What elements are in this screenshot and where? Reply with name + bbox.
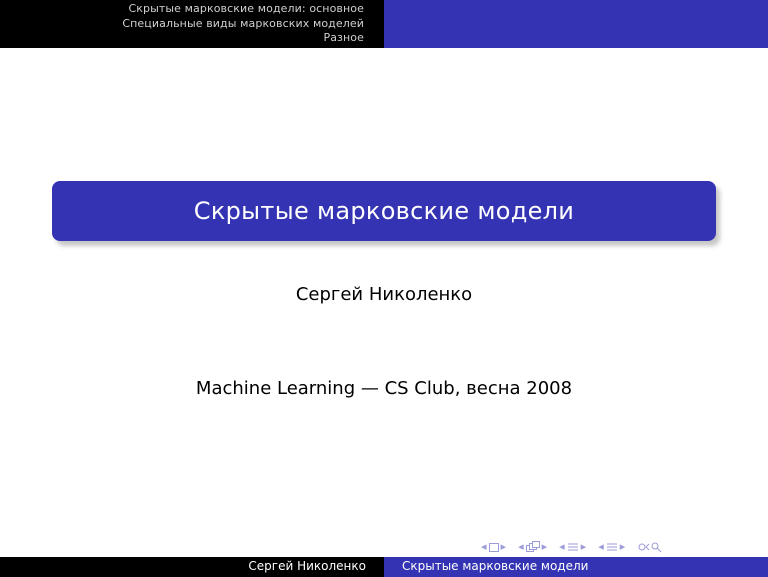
nav-section-3[interactable]: Разное: [323, 31, 364, 44]
search-icon[interactable]: [637, 541, 663, 553]
nav-section-2[interactable]: Специальные виды марковских моделей: [122, 16, 364, 30]
frame-next-icon[interactable]: ▸: [500, 540, 507, 553]
footer-title: Скрытые марковские модели: [402, 559, 589, 573]
frame-icon[interactable]: [489, 541, 499, 553]
footer-left: [0, 557, 384, 577]
frame-prev-icon[interactable]: ◂: [481, 540, 487, 553]
navigation-symbols: [480, 537, 664, 557]
subsection-icon[interactable]: [526, 541, 540, 553]
section-icon[interactable]: [567, 541, 579, 553]
document-prev-icon[interactable]: ◂: [598, 540, 604, 553]
top-bar-left: [0, 0, 384, 48]
institute: Machine Learning — CS Club, весна 2008: [195, 378, 573, 399]
footer-right: [384, 557, 768, 577]
nav-section-1[interactable]: Скрытые марковские модели: основное: [128, 2, 364, 15]
subsection-next-icon[interactable]: ▸: [541, 540, 548, 553]
top-bar-right: [384, 0, 768, 48]
title-block: [52, 181, 716, 241]
author-name: Сергей Николенко: [295, 284, 473, 305]
slide-title: Скрытые марковские модели: [193, 197, 575, 225]
subsection-prev-icon[interactable]: ◂: [518, 540, 524, 553]
footer-author: Сергей Николенко: [248, 559, 366, 573]
document-next-icon[interactable]: ▸: [619, 540, 626, 553]
document-icon[interactable]: [606, 541, 618, 553]
top-navigation-bar: [0, 0, 768, 48]
section-next-icon[interactable]: ▸: [580, 540, 587, 553]
section-navigation: [122, 2, 364, 46]
section-prev-icon[interactable]: ◂: [559, 540, 565, 553]
